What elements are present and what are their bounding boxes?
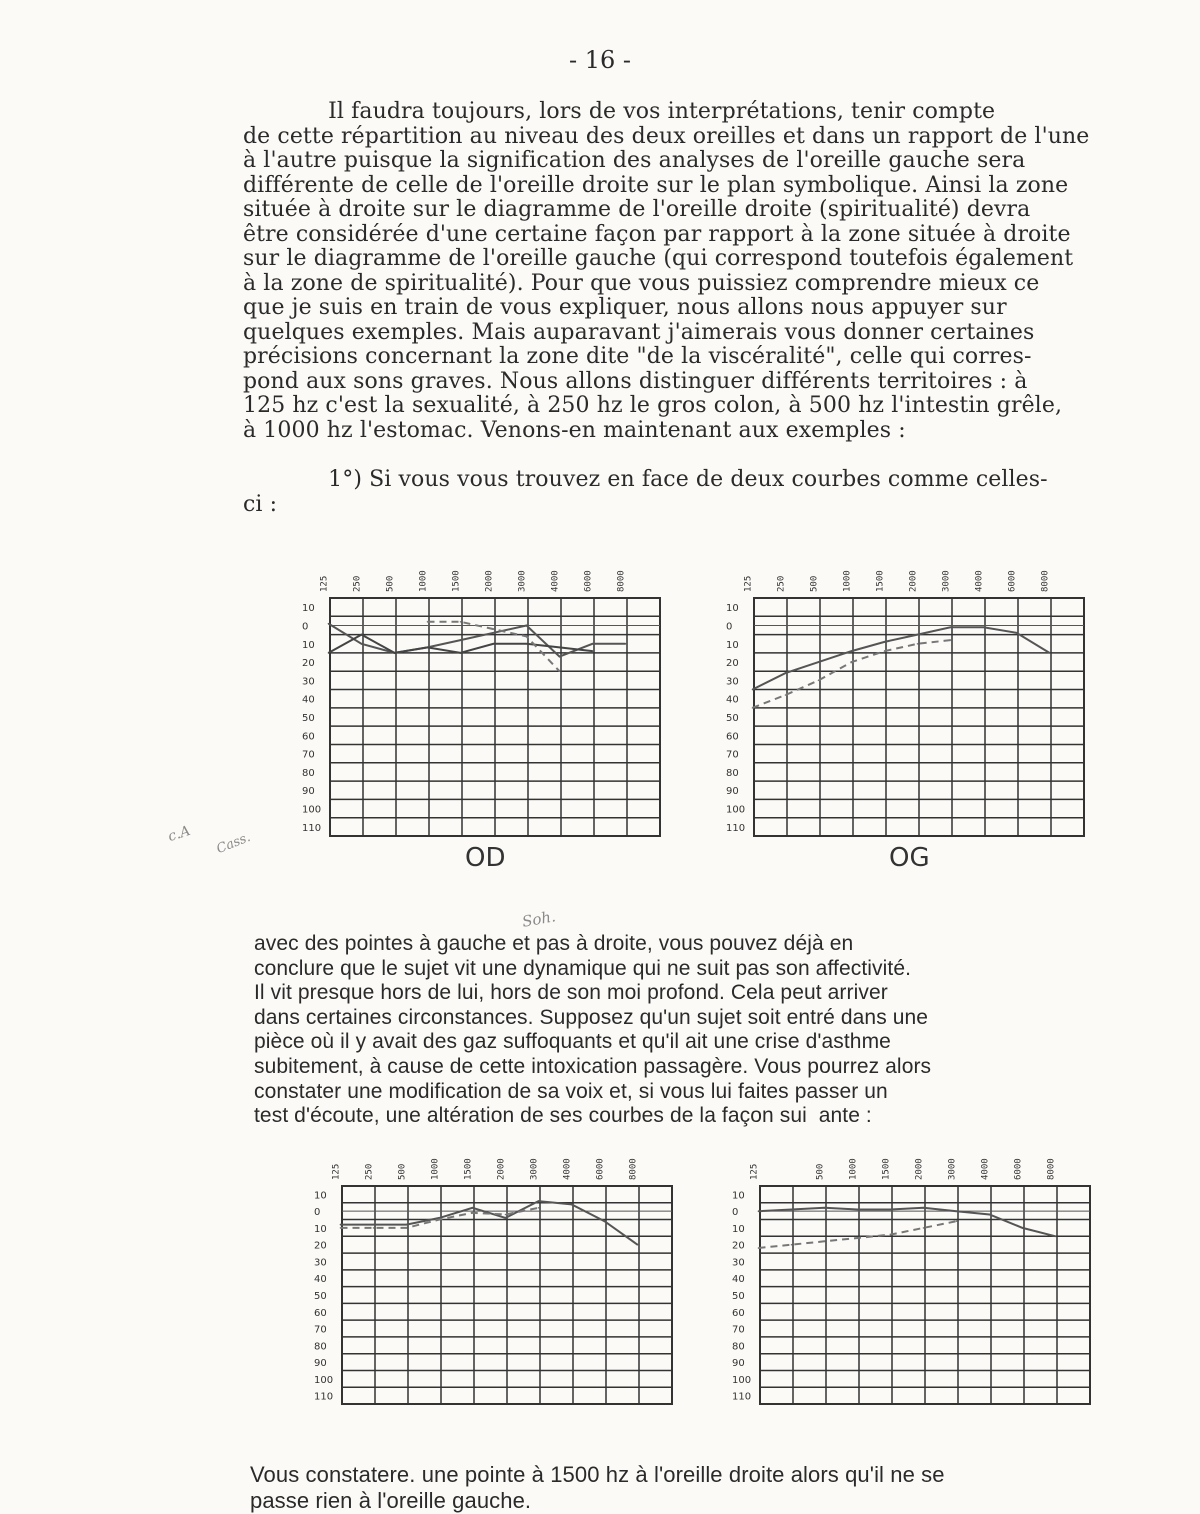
freq-tick-label: 250 — [352, 575, 363, 592]
curve-point — [917, 643, 919, 645]
paragraph-intro-line: de cette répartition au niveau des deux oreilles et dans un rapport de l'une — [243, 123, 1090, 149]
audiogram-right-ear-1 — [288, 560, 668, 880]
freq-tick-label: 500 — [385, 575, 396, 592]
curve-point — [824, 1241, 826, 1243]
freq-tick-label: 1000 — [430, 1158, 441, 1180]
page-number: - 16 - — [568, 46, 631, 74]
paragraph-intro-line: précisions concernant la zone dite "de la viscéralité", celle qui corres- — [243, 344, 1032, 369]
paragraph-intro-line: Il faudra toujours, lors de vos interprétations, tenir compte — [243, 99, 996, 124]
curve-point — [758, 1247, 760, 1249]
curve-point — [406, 1227, 408, 1229]
freq-tick-label: 4000 — [980, 1158, 991, 1180]
curve-point — [406, 1224, 408, 1226]
margin-note-1: c.A — [166, 822, 193, 846]
curve-point — [538, 1200, 540, 1202]
db-tick-label: 30 — [726, 676, 739, 688]
curve-point — [857, 1237, 859, 1239]
curve-point — [472, 1212, 474, 1214]
paragraph-intro-line: située à droite sur le diagramme de l'oreille droite (spiritualité) devra — [243, 197, 1031, 222]
db-tick-label: 70 — [302, 749, 315, 761]
paragraph-intro-line: à 1000 hz l'estomac. Venons-en maintenant aux exemples : — [243, 417, 906, 443]
air-conduction-curve — [753, 627, 1050, 689]
freq-tick-label: 1000 — [842, 570, 853, 592]
audiogram-left-ear-2 — [718, 1148, 1098, 1448]
curve-point — [427, 647, 429, 649]
curve-point — [950, 626, 952, 628]
db-tick-label: 70 — [726, 749, 739, 761]
curve-point — [427, 621, 429, 623]
db-tick-label: 10 — [726, 603, 739, 615]
curve-point — [989, 1214, 991, 1216]
curve-point — [818, 680, 820, 682]
curve-point — [917, 634, 919, 636]
paragraph-analysis-line: pièce où il y avait des gaz suffoquants et qu'il ait une crise d'asthme — [254, 1030, 891, 1054]
paragraph-conclusion-line: Vous constatere. une pointe à 1500 hz à l'oreille droite alors qu'il ne se — [250, 1462, 945, 1487]
db-tick-label: 100 — [302, 804, 322, 816]
db-tick-label: 20 — [314, 1240, 327, 1252]
curve-point — [791, 1209, 793, 1211]
db-tick-label: 80 — [302, 767, 315, 779]
freq-tick-label: 4000 — [550, 570, 561, 592]
db-tick-label: 80 — [314, 1341, 327, 1353]
freq-tick-label: 1000 — [418, 570, 429, 592]
curve-point — [460, 652, 462, 654]
paragraph-analysis-line: avec des pointes à gauche et pas à droite, vous pouvez déjà en — [254, 932, 854, 955]
freq-tick-label: 3000 — [947, 1158, 958, 1180]
db-tick-label: 90 — [314, 1358, 327, 1370]
db-tick-label: 110 — [732, 1391, 752, 1403]
paragraph-analysis — [254, 932, 931, 1129]
bone-conduction-curve — [759, 1221, 957, 1248]
freq-tick-label: 125 — [331, 1163, 342, 1180]
freq-tick-label: 1500 — [463, 1158, 474, 1180]
curve-point — [493, 643, 495, 645]
curve-point — [361, 634, 363, 636]
curve-point — [637, 1244, 639, 1246]
curve-point — [758, 1210, 760, 1212]
audiogram-left-ear-1 — [712, 560, 1092, 880]
db-tick-label: 100 — [732, 1374, 752, 1386]
curve-point — [1016, 632, 1018, 634]
curve-point — [923, 1207, 925, 1209]
curve-point — [340, 1227, 342, 1229]
curve-point — [884, 650, 886, 652]
db-tick-label: 40 — [726, 694, 739, 706]
db-tick-label: 10 — [314, 1223, 327, 1235]
db-tick-label: 50 — [302, 713, 315, 724]
freq-tick-label: 4000 — [562, 1158, 573, 1180]
db-tick-label: 80 — [732, 1341, 745, 1353]
db-tick-label: 100 — [726, 804, 746, 816]
curve-point — [824, 1207, 826, 1209]
curve-point — [851, 661, 853, 663]
db-tick-label: 30 — [314, 1257, 327, 1269]
db-tick-label: 0 — [314, 1207, 321, 1219]
paragraph-analysis-line: constater une modification de sa voix et, si vous lui faites passer un — [254, 1079, 888, 1103]
db-tick-label: 20 — [732, 1240, 745, 1252]
freq-tick-label: 8000 — [628, 1158, 639, 1180]
margin-note-3: Soh. — [520, 907, 558, 931]
db-tick-label: 10 — [302, 639, 315, 651]
curve-point — [571, 1204, 573, 1206]
paragraph-intro-line: pond aux sons graves. Nous allons distinguer différents territoires : à — [243, 368, 1028, 394]
curve-point — [373, 1227, 375, 1229]
curve-point — [373, 1224, 375, 1226]
db-tick-label: 90 — [726, 786, 739, 798]
freq-tick-label: 8000 — [1046, 1158, 1057, 1180]
db-tick-label: 60 — [732, 1307, 745, 1319]
ear-label: OG — [889, 843, 930, 873]
curve-point — [394, 652, 396, 654]
example-1-intro-line: ci : — [243, 491, 278, 517]
paragraph-analysis-line: conclure que le sujet vit une dynamique qui ne suit pas son affectivité. — [254, 956, 912, 980]
curve-point — [1049, 652, 1051, 654]
curve-point — [526, 625, 528, 627]
db-tick-label: 70 — [314, 1324, 327, 1336]
db-tick-label: 100 — [314, 1374, 334, 1386]
curve-point — [460, 621, 462, 623]
db-tick-label: 70 — [732, 1324, 745, 1336]
curve-point — [851, 650, 853, 652]
paragraph-analysis-line: test d'écoute, une altération de ses courbes de la façon sui ante : — [254, 1104, 872, 1128]
db-tick-label: 40 — [314, 1274, 327, 1286]
freq-tick-label: 125 — [319, 575, 330, 592]
db-tick-label: 30 — [732, 1257, 745, 1269]
db-tick-label: 110 — [314, 1391, 334, 1403]
curve-point — [340, 1224, 342, 1226]
curve-point — [818, 661, 820, 663]
paragraph-conclusion — [250, 1462, 945, 1514]
db-tick-label: 110 — [726, 822, 746, 834]
freq-tick-label: 3000 — [941, 570, 952, 592]
db-tick-label: 0 — [732, 1207, 739, 1219]
paragraph-analysis-line: dans certaines circonstances. Supposez qu'un sujet soit entré dans une — [254, 1005, 929, 1029]
curve-point — [559, 656, 561, 658]
paragraph-intro-line: quelques exemples. Mais auparavant j'aimerais vous donner certaines — [243, 319, 1035, 345]
freq-tick-label: 125 — [743, 575, 754, 592]
example-1-intro — [243, 468, 1048, 517]
paragraph-intro-line: à la zone de spiritualité). Pour que vous puissiez comprendre mieux ce — [243, 270, 1040, 296]
paragraph-intro-line: être considérée d'une certaine façon par rapport à la zone située à droite — [243, 221, 1071, 247]
paragraph-intro-line: différente de celle de l'oreille droite sur le plan symbolique. Ainsi la zone — [243, 172, 1069, 198]
curve-point — [472, 1207, 474, 1209]
paragraph-intro-line: à l'autre puisque la signification des analyses de l'oreille gauche sera — [243, 148, 1026, 173]
ear-label: OD — [465, 843, 506, 873]
curve-point — [752, 689, 754, 691]
freq-tick-label: 1500 — [881, 1158, 892, 1180]
curve-point — [526, 643, 528, 645]
freq-tick-label: 2000 — [484, 570, 495, 592]
freq-tick-label: 2000 — [908, 570, 919, 592]
curve-point — [625, 643, 627, 645]
curve-point — [328, 652, 330, 654]
paragraph-intro-line: sur le diagramme de l'oreille gauche (qui correspond toutefois également — [243, 246, 1074, 271]
freq-tick-label: 1500 — [875, 570, 886, 592]
audiogram-right-ear-2 — [300, 1148, 680, 1448]
db-tick-label: 90 — [302, 786, 315, 798]
curve-point — [785, 672, 787, 674]
db-tick-label: 10 — [732, 1223, 745, 1235]
example-1-intro-line: 1°) Si vous vous trouvez en face de deux courbes comme celles- — [243, 467, 1048, 492]
db-tick-label: 110 — [302, 822, 322, 834]
db-tick-label: 40 — [732, 1274, 745, 1286]
curve-point — [950, 639, 952, 641]
freq-tick-label: 6000 — [583, 570, 594, 592]
paragraph-intro-line: que je suis en train de vous expliquer, nous allons nous appuyer sur — [243, 295, 1007, 320]
db-tick-label: 80 — [726, 767, 739, 779]
freq-tick-label: 2000 — [496, 1158, 507, 1180]
db-tick-label: 30 — [302, 676, 315, 688]
curve-point — [592, 643, 594, 645]
curve-point — [460, 639, 462, 641]
curve-point — [493, 628, 495, 630]
freq-tick-label: 500 — [809, 575, 820, 592]
db-tick-label: 50 — [314, 1291, 327, 1302]
air-conduction-curve — [341, 1201, 638, 1245]
db-tick-label: 60 — [314, 1307, 327, 1319]
curve-point — [857, 1209, 859, 1211]
db-tick-label: 20 — [302, 658, 315, 670]
freq-tick-label: 125 — [749, 1163, 760, 1180]
freq-tick-label: 2000 — [914, 1158, 925, 1180]
curve-point — [1055, 1236, 1057, 1238]
db-tick-label: 10 — [302, 603, 315, 615]
db-tick-label: 40 — [302, 694, 315, 706]
db-tick-label: 90 — [732, 1358, 745, 1370]
curve-point — [983, 626, 985, 628]
db-tick-label: 60 — [302, 731, 315, 743]
db-tick-label: 50 — [732, 1291, 745, 1302]
curve-point — [890, 1234, 892, 1236]
freq-tick-label: 8000 — [1040, 570, 1051, 592]
freq-tick-label: 3000 — [517, 570, 528, 592]
curve-point — [791, 1244, 793, 1246]
curve-point — [526, 636, 528, 638]
freq-tick-label: 6000 — [1007, 570, 1018, 592]
freq-tick-label: 1500 — [451, 570, 462, 592]
curve-point — [604, 1220, 606, 1222]
paragraph-conclusion-line: passe rien à l'oreille gauche. — [250, 1488, 532, 1513]
freq-tick-label: 1000 — [848, 1158, 859, 1180]
margin-note-2: Cass. — [214, 829, 253, 858]
curve-point — [956, 1220, 958, 1222]
curve-point — [538, 1207, 540, 1209]
db-tick-label: 0 — [302, 621, 309, 633]
curve-point — [890, 1209, 892, 1211]
curve-point — [752, 707, 754, 709]
curve-point — [361, 643, 363, 645]
db-tick-label: 20 — [726, 658, 739, 670]
curve-point — [505, 1217, 507, 1219]
paragraph-intro-line: 125 hz c'est la sexualité, à 250 hz le gros colon, à 500 hz l'intestin grêle, — [243, 393, 1063, 418]
curve-point — [884, 641, 886, 643]
curve-point — [923, 1227, 925, 1229]
curve-point — [1022, 1227, 1024, 1229]
freq-tick-label: 250 — [364, 1163, 375, 1180]
freq-tick-label: 500 — [397, 1163, 408, 1180]
freq-tick-label: 8000 — [616, 570, 627, 592]
curve-point — [439, 1219, 441, 1221]
db-tick-label: 10 — [732, 1190, 745, 1202]
curve-point — [493, 632, 495, 634]
db-tick-label: 10 — [726, 639, 739, 651]
db-tick-label: 60 — [726, 731, 739, 743]
curve-point — [559, 670, 561, 672]
db-tick-label: 50 — [726, 713, 739, 724]
curve-point — [592, 650, 594, 652]
db-tick-label: 10 — [314, 1190, 327, 1202]
curve-point — [328, 623, 330, 625]
curve-point — [956, 1210, 958, 1212]
freq-tick-label: 6000 — [595, 1158, 606, 1180]
freq-tick-label: 4000 — [974, 570, 985, 592]
paragraph-analysis-line: Il vit presque hors de lui, hors de son moi profond. Cela peut arriver — [254, 981, 888, 1005]
curve-point — [785, 694, 787, 696]
paragraph-analysis-line: subitement, à cause de cette intoxication passagère. Vous pourrez alors — [254, 1054, 932, 1078]
freq-tick-label: 500 — [815, 1163, 826, 1180]
curve-point — [505, 1214, 507, 1216]
paragraph-intro — [243, 100, 1089, 443]
freq-tick-label: 250 — [776, 575, 787, 592]
freq-tick-label: 6000 — [1013, 1158, 1024, 1180]
freq-tick-label: 3000 — [529, 1158, 540, 1180]
curve-point — [559, 647, 561, 649]
db-tick-label: 0 — [726, 621, 733, 633]
